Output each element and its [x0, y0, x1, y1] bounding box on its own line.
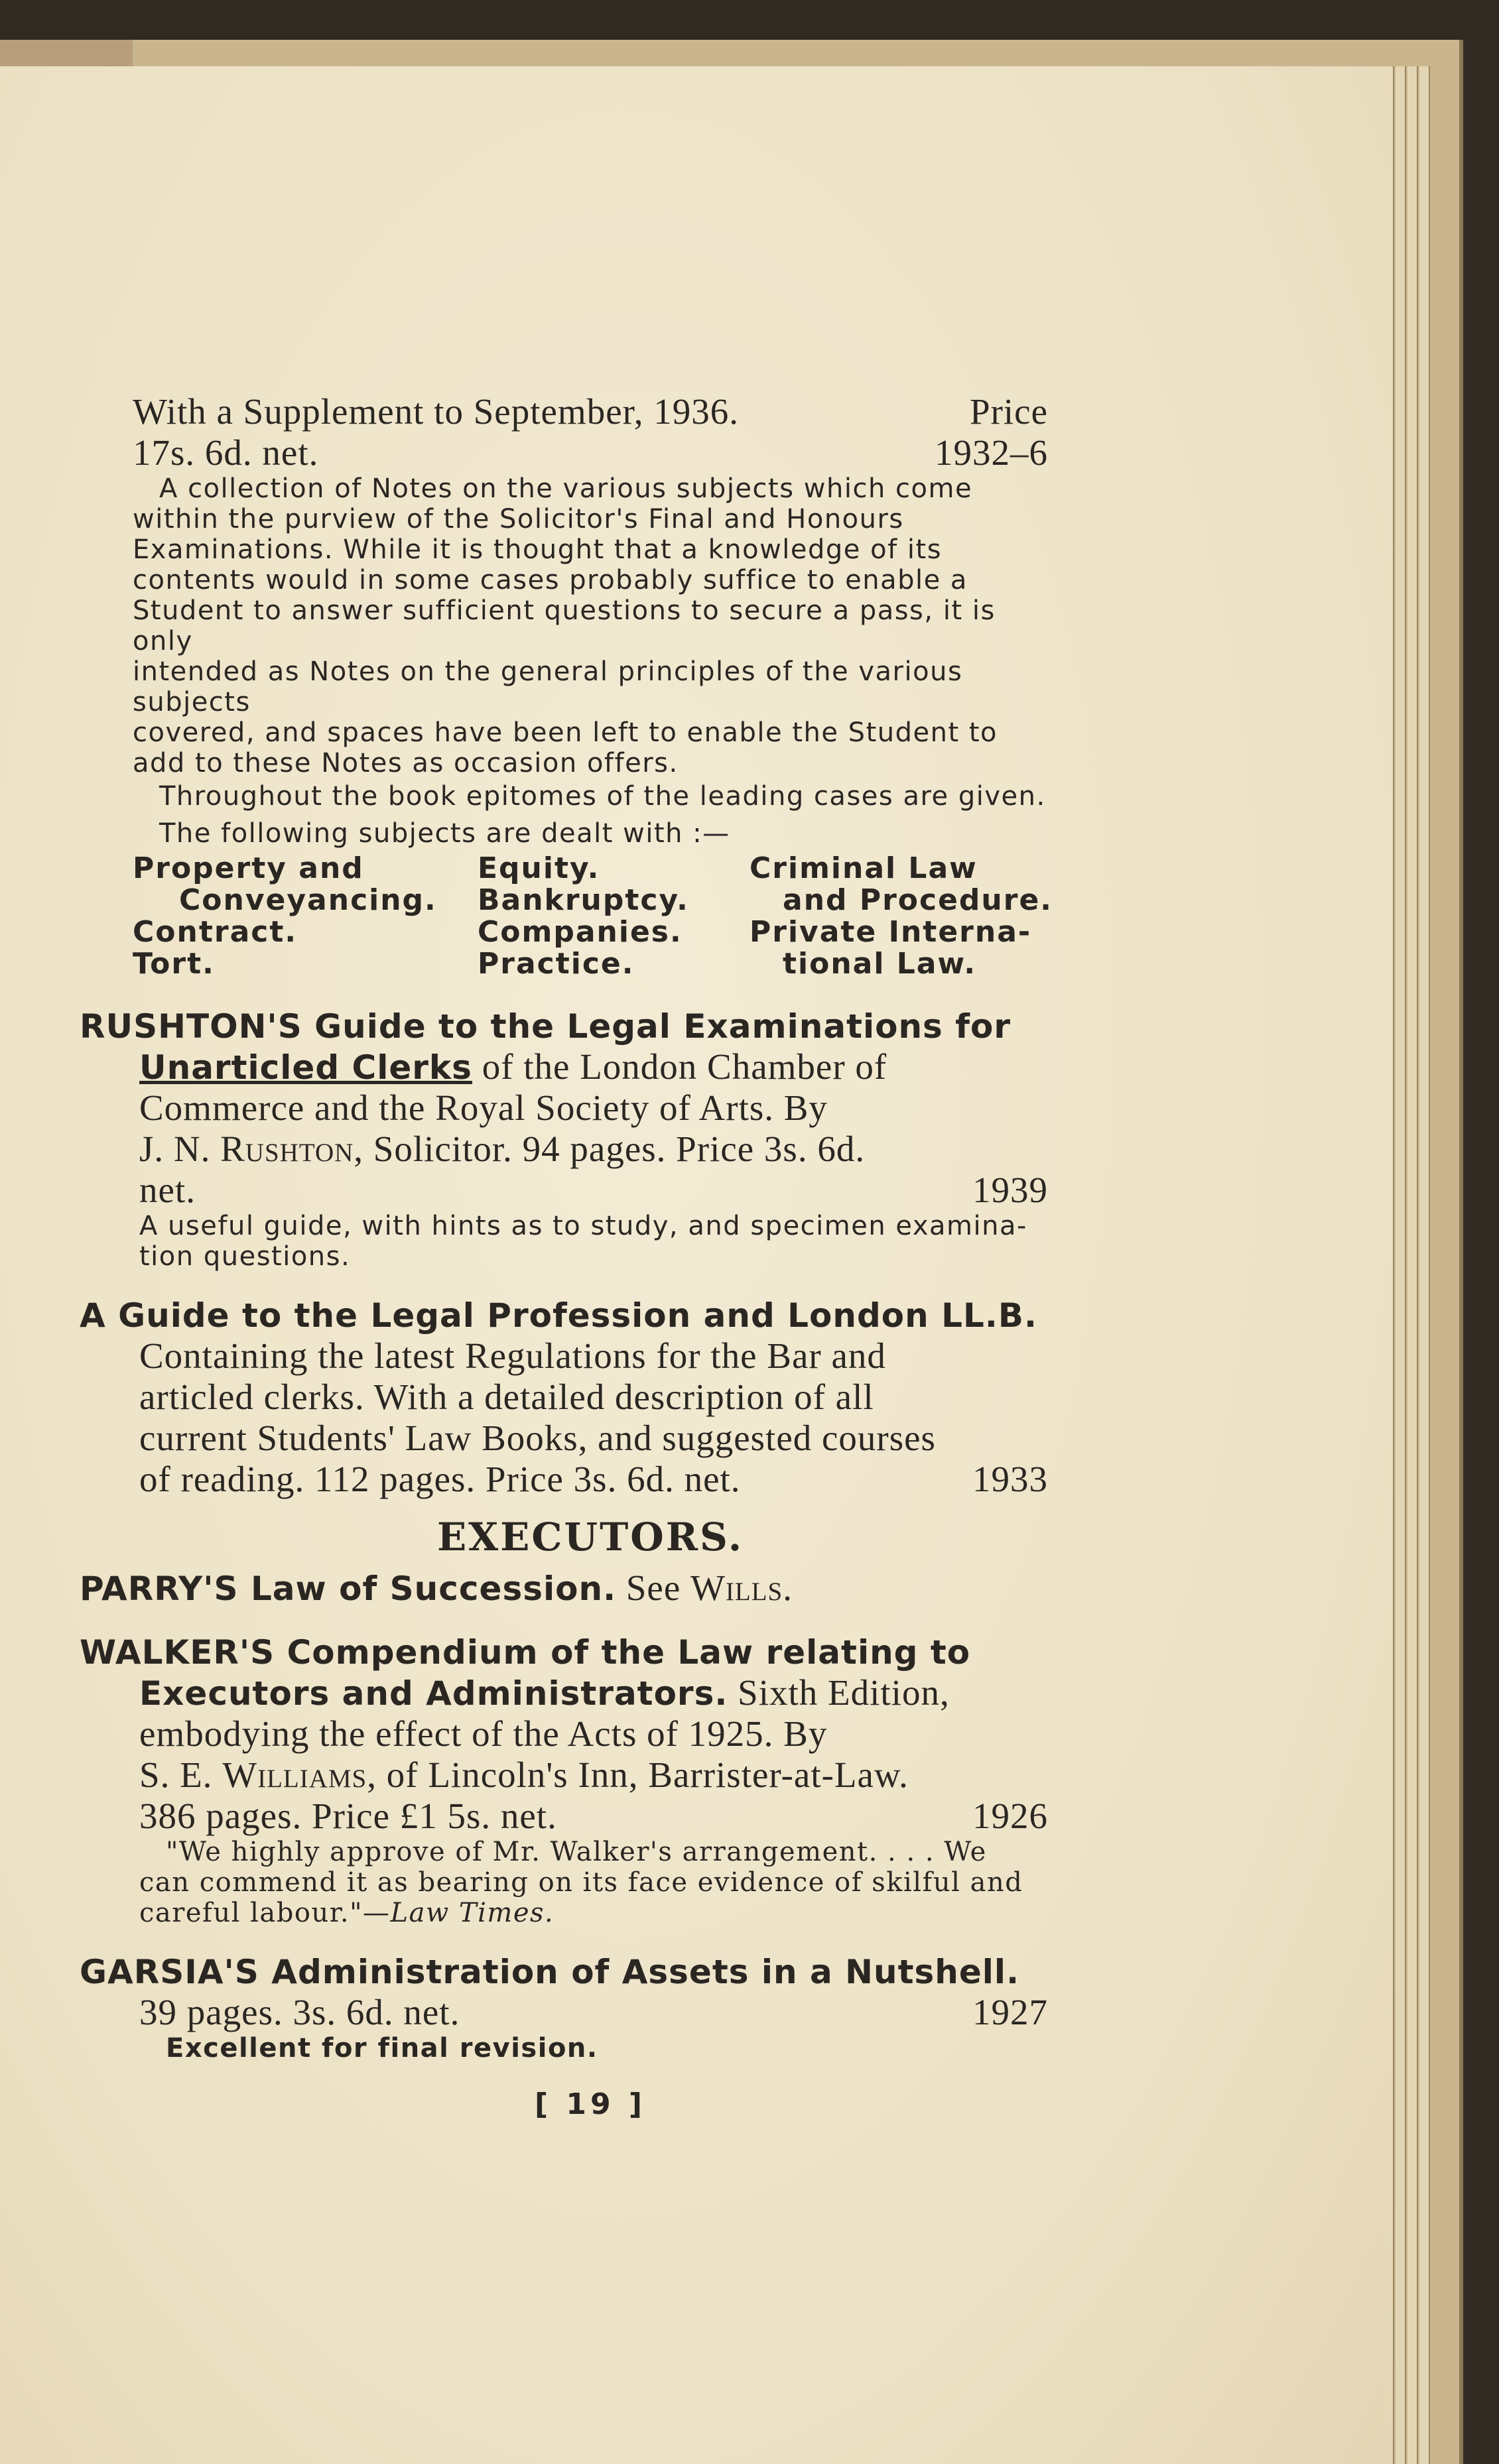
walker-author-initials: S. E. — [139, 1755, 213, 1795]
intro-price-label: Price — [969, 391, 1048, 432]
rushton-entry — [80, 1007, 1048, 1272]
walker-edition: Sixth Edition, — [738, 1672, 950, 1713]
page-edge — [1396, 66, 1406, 2464]
subject-item: and Procedure. — [783, 883, 1053, 917]
garsia-note: Excellent for final revision. — [166, 2033, 598, 2064]
page-text — [80, 391, 1053, 2121]
walker-author: Williams — [222, 1755, 367, 1795]
parry-see-ref: Wills. — [690, 1568, 793, 1608]
walker-entry — [80, 1632, 1048, 1928]
walker-quote: careful labour."— — [139, 1898, 391, 1928]
garsia-title: GARSIA'S Administration of Assets in a Nutshell. — [80, 1953, 1020, 1991]
walker-subtitle: Executors and Administrators. — [139, 1674, 728, 1713]
intro-cases-note: Throughout the book epitomes of the leading cases are given. — [159, 781, 1046, 812]
subjects-column-2 — [478, 853, 750, 980]
subject-item: Property and — [133, 851, 364, 885]
intro-description — [133, 473, 1048, 849]
subject-item: Bankruptcy. — [478, 883, 689, 917]
subject-item: Private Interna- — [750, 915, 1032, 949]
guide-text: current Students' Law Books, and suggested courses — [139, 1418, 936, 1458]
section-heading: EXECUTORS. — [436, 1514, 744, 1560]
garsia-year: 1927 — [972, 1992, 1048, 2032]
subject-item: Conveyancing. — [179, 883, 437, 917]
intro-desc-line: covered, and spaces have been left to enable the Student to — [133, 717, 998, 748]
intro-line-1 — [133, 391, 1048, 432]
walker-year: 1926 — [972, 1796, 1048, 1836]
subjects-column-1 — [133, 853, 478, 980]
rushton-subtitle: Unarticled Clerks — [139, 1048, 472, 1087]
page-edge — [1407, 66, 1418, 2464]
guide-details: of reading. 112 pages. Price 3s. 6d. net. — [139, 1459, 741, 1499]
guide-title: A Guide to the Legal Profession and London LL.B. — [80, 1296, 1037, 1335]
walker-quote: can commend it as bearing on its face evidence of skilful and — [139, 1867, 1023, 1898]
parry-entry — [80, 1568, 1048, 1609]
rushton-text: of the London Chamber of — [482, 1046, 887, 1087]
guide-year: 1933 — [972, 1459, 1048, 1499]
rushton-details: , Solicitor. 94 pages. Price 3s. 6d. — [354, 1129, 866, 1169]
subjects-column-3 — [750, 851, 1053, 981]
intro-year: 1932–6 — [935, 432, 1048, 473]
guide-entry — [80, 1296, 1048, 1500]
rushton-author-initials: J. N. — [139, 1129, 211, 1169]
walker-details: , of Lincoln's Inn, Barrister-at-Law. — [367, 1755, 909, 1795]
intro-desc-line: add to these Notes as occasion offers. — [133, 748, 679, 778]
intro-line-2 — [133, 432, 1048, 473]
guide-text: Containing the latest Regulations for the Bar and — [139, 1335, 886, 1376]
rushton-note: tion questions. — [139, 1241, 351, 1272]
subject-item: Equity. — [478, 851, 600, 885]
intro-desc-line: contents would in some cases probably suffice to enable a — [133, 565, 968, 595]
walker-price: 386 pages. Price £1 5s. net. — [139, 1796, 557, 1836]
guide-text: articled clerks. With a detailed description of all — [139, 1377, 874, 1417]
rushton-year: 1939 — [972, 1170, 1048, 1210]
rushton-net: net. — [139, 1170, 196, 1210]
intro-desc-line: Examinations. While it is thought that a knowledge of its — [133, 534, 943, 565]
subject-item: Tort. — [133, 947, 215, 981]
rushton-title: RUSHTON'S Guide to the Legal Examinations for — [80, 1007, 1011, 1046]
intro-desc-line: within the purview of the Solicitor's Final and Honours — [133, 504, 904, 534]
walker-quote: "We highly approve of Mr. Walker's arrangement. . . . We — [166, 1837, 987, 1867]
intro-desc-line: Student to answer sufficient questions to secure a pass, it is only — [133, 595, 996, 656]
intro-desc-line: intended as Notes on the general principles of the various subjects — [133, 656, 963, 717]
rushton-author: Rushton — [220, 1129, 354, 1169]
intro-subjects-intro: The following subjects are dealt with :— — [159, 818, 730, 849]
walker-quote-source: Law Times. — [390, 1898, 554, 1928]
rushton-note: A useful guide, with hints as to study, and specimen examina- — [139, 1211, 1027, 1241]
subject-item: Companies. — [478, 915, 683, 949]
parry-see: See — [625, 1568, 681, 1608]
walker-title: WALKER'S Compendium of the Law relating to — [80, 1633, 971, 1672]
page-number: [ 19 ] — [534, 2087, 647, 2121]
subjects-list — [133, 851, 1053, 981]
rushton-text: Commerce and the Royal Society of Arts. By — [139, 1087, 828, 1128]
walker-text: embodying the effect of the Acts of 1925. By — [139, 1713, 828, 1754]
parry-title: PARRY'S Law of Succession. — [80, 1570, 617, 1608]
garsia-entry — [80, 1952, 1048, 2064]
subject-item: Contract. — [133, 915, 298, 949]
intro-supplement: With a Supplement to September, 1936. — [133, 391, 739, 432]
garsia-details: 39 pages. 3s. 6d. net. — [139, 1992, 460, 2032]
intro-price: 17s. 6d. net. — [133, 432, 319, 473]
subject-item: tional Law. — [783, 947, 977, 981]
intro-desc-line: A collection of Notes on the various subjects which come — [159, 473, 973, 504]
page-edge — [1419, 66, 1430, 2464]
subject-item: Practice. — [478, 947, 635, 981]
subject-item: Criminal Law — [750, 851, 978, 885]
